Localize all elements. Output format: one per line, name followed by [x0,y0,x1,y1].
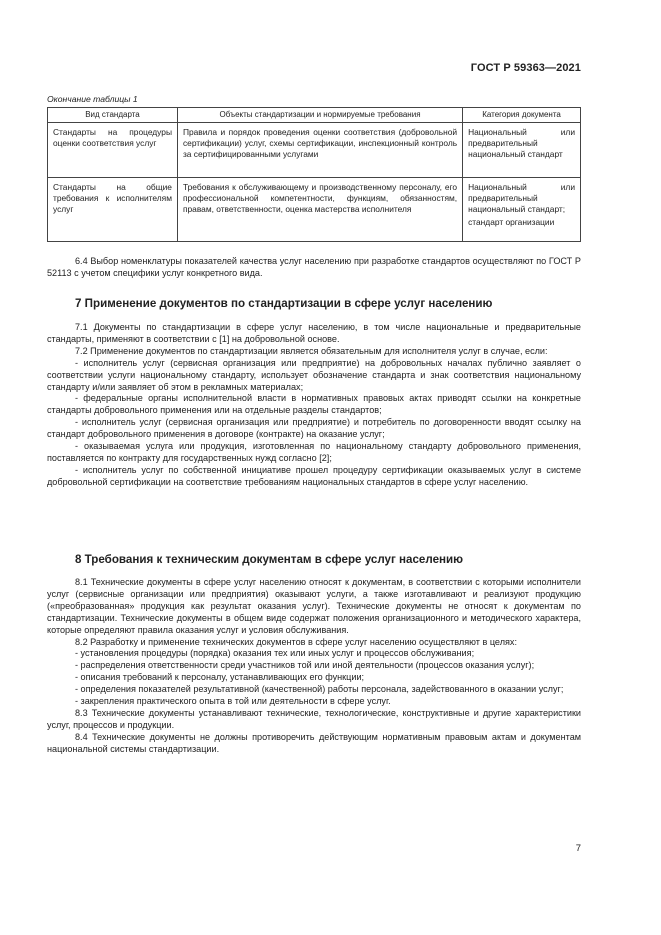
list-item: - установления процедуры (порядка) оказания тех или иных услуг и процессов обслуживания; [75,648,475,659]
section-7-title: 7 Применение документов по стандартизации в сфере услуг населению [75,297,493,310]
section-7-body [47,322,581,489]
header-objects: Объекты стандартизации и нормируемые требования [177,108,462,123]
row-objects: Требования к обслуживающему и производственному персоналу, его профессиональной компетентности, функциям, обязанностям, правам, ответственности, оценка мастерства исполнителя [177,178,462,242]
paragraph-7-1: 7.1 Документы по стандартизации в сфере услуг населению, в том числе национальные и предварительные стандарты, применяют в соответствии с [1] на добровольной основе. [47,322,581,344]
section-8-title: 8 Требования к техническим документам в сфере услуг населению [75,553,464,566]
category-line: Национальный или предварительный национальный стандарт; [468,182,575,214]
list-item: - исполнитель услуг (сервисная организация или предприятие) и потребитель по договоренности вводят ссылку на стандарт добровольного применения в договоре (контракте) на оказание услуг; [47,417,581,440]
list-item: - оказываемая услуга или продукция, изготовленная по национальному стандарту добровольного применения, поставляется по контракту для государственных нужд согласно [2]; [47,441,581,463]
paragraph-8-3: 8.3 Технические документы устанавливают технические, технологические, конструктивные и другие характеристики услуг, процессов и продукции. [47,707,581,730]
standards-table [47,107,581,242]
list-item: - федеральные органы исполнительной власти в нормативных правовых актах приводят ссылки на конкретные стандарты добровольного применения или на отдельные разделы стандартов; [47,393,581,416]
paragraph-8-2: 8.2 Разработку и применение технических документов в сфере услуг населению осуществляют в целях: [75,636,517,647]
list-item: - описания требований к персоналу, устанавливающих его функции; [75,672,365,683]
section-8-body [47,577,581,756]
table-header-row [48,108,581,123]
paragraph-8-1: 8.1 Технические документы в сфере услуг населению относят к документам, в соответствии с которыми исполнители услуг (сервисные организации или предприятия) оказывают услуги, а также изготавливают и реализуют продукцию («преобразованная» продукция как результат оказания услуг). Технические документы не относят к документам по стандартизации. Технические документы в общем виде содержат положения организационного и методического характера, которые определяют правила оказания услуг и условия обслуживания. [47,577,581,635]
table-row [48,123,581,178]
row-category: Национальный или предварительный национальный стандарт [463,123,581,178]
page-number: 7 [575,843,581,854]
header-category: Категория документа [463,108,581,123]
row-category [463,178,581,242]
list-item: - закрепления практического опыта в той или деятельности в сфере услуг. [75,696,391,707]
row-standard-type: Стандарты на процедуры оценки соответствия услуг [48,123,178,178]
paragraph-6-4-block [47,256,581,280]
list-item: - распределения ответственности среди участников той или иной деятельности (процессов оказания услуг); [75,660,535,671]
list-item: - исполнитель услуг (сервисная организация или предприятие) на добровольных началах публично заявляет о соответствии услуги национальному стандарту, использует обозначение стандарта и знак соответствия национальному стандарту и/или заявляет об этом в рекламных материалах; [47,357,581,392]
list-item: - исполнитель услуг по собственной инициативе прошел процедуру сертификации оказываемых услуг в системе добровольной сертификации на соответствие требованиям национальных стандартов в сфере услуг населению. [47,464,581,487]
category-line: стандарт организации [468,217,555,227]
paragraph-6-4: 6.4 Выбор номенклатуры показателей качества услуг населению при разработке стандартов осуществляют по ГОСТ Р 52113 с учетом специфики услуг конкретного вида. [47,256,581,278]
row-objects: Правила и порядок проведения оценки соответствия (добровольной сертификации) услуг, схемы сертификации, инспекционный контроль за сертифицированными услугами [177,123,462,178]
row-standard-type: Стандарты на общие требования к исполнителям услуг [48,178,178,242]
list-item: - определения показателей результативной (качественной) работы персонала, задействованного в оказании услуг; [75,684,564,695]
table-row [48,178,581,242]
header-standard-type: Вид стандарта [48,108,178,123]
table-caption: Окончание таблицы 1 [47,94,138,104]
paragraph-7-2: 7.2 Применение документов по стандартизации является обязательным для исполнителя услуг в случае, если: [75,345,548,356]
document-code: ГОСТ Р 59363—2021 [470,62,581,74]
paragraph-8-4: 8.4 Технические документы не должны противоречить действующим нормативным правовым актам и документам национальной системы стандартизации. [47,731,581,754]
